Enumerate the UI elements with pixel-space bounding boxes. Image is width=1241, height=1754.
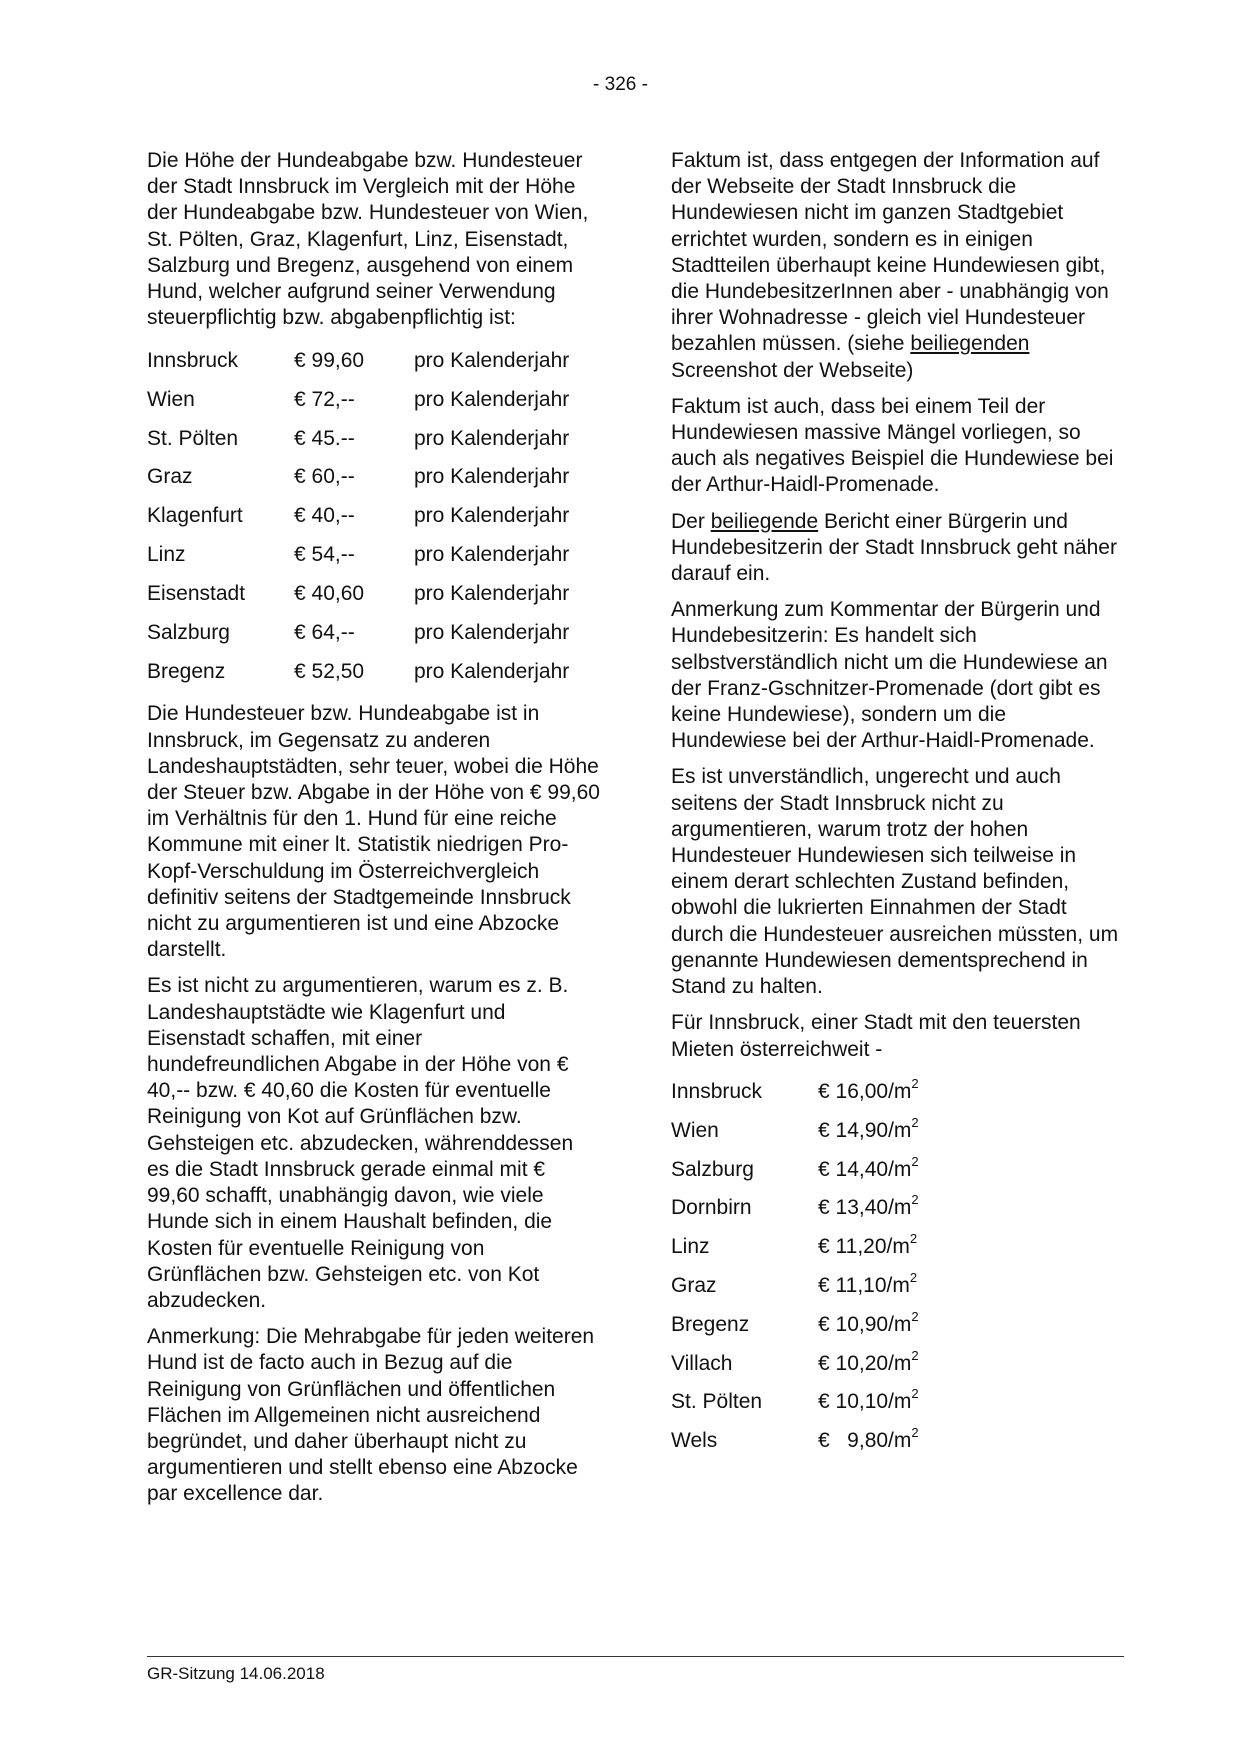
rent-value: € 14,90/m [818, 1118, 912, 1142]
unit-superscript: 2 [909, 1231, 918, 1247]
fee-city: Salzburg [147, 621, 230, 644]
table-row [671, 1383, 1121, 1422]
fee-city: Graz [147, 465, 193, 489]
fee-city: Bregenz [147, 659, 226, 683]
fee-amount: € 72,-- [294, 387, 355, 411]
rent-value: € 13,40/m [818, 1196, 912, 1220]
rent-table [671, 1073, 1121, 1461]
rent-value: € 10,10/m [818, 1390, 912, 1414]
dog-tax-table [147, 341, 600, 691]
rent-city: Linz [671, 1235, 710, 1259]
table-row [671, 1422, 1121, 1461]
attachment-link: beiliegende [710, 509, 819, 533]
attachment-link: beiliegenden [910, 332, 1030, 356]
fee-city: Klagenfurt [147, 504, 243, 528]
fee-amount: € 40,60 [294, 582, 365, 606]
fee-amount: € 40,-- [294, 504, 355, 528]
fee-amount: € 64,-- [294, 621, 355, 644]
rent-amount [818, 1308, 919, 1338]
table-row [147, 380, 600, 419]
rent-value: € 9,80/m [818, 1429, 912, 1453]
table-row [671, 1344, 1121, 1383]
fee-period: pro Kalenderjahr [414, 659, 570, 683]
table-row [147, 497, 600, 536]
unit-superscript: 2 [911, 1308, 919, 1324]
rent-city: Wien [671, 1118, 719, 1142]
table-row [147, 653, 600, 692]
fee-period: pro Kalenderjahr [414, 426, 570, 450]
rent-value: € 10,20/m [818, 1351, 912, 1375]
unit-superscript: 2 [911, 1425, 919, 1441]
unit-superscript: 2 [911, 1153, 919, 1169]
fee-amount: € 54,-- [294, 543, 355, 567]
unit-superscript: 2 [911, 1347, 919, 1363]
rent-value: € 14,40/m [818, 1157, 912, 1181]
rent-city: Innsbruck [671, 1080, 763, 1103]
rent-value: € 10,90/m [818, 1312, 912, 1336]
rent-amount [818, 1425, 919, 1454]
paragraph-report [671, 509, 1121, 588]
fee-period: pro Kalenderjahr [414, 543, 570, 567]
paragraph-fact-2: Faktum ist auch, dass bei einem Teil der Hundewiesen massive Mängel vorliegen, so auch als negatives Beispiel die Hundewiese bei der Arthur-Haidl-Promenade. [671, 394, 1114, 497]
text-segment: Der [671, 509, 711, 533]
fee-amount: € 45.-- [294, 426, 355, 450]
right-column [671, 148, 1121, 1461]
table-row [147, 419, 600, 458]
paragraph-rent-intro: Für Innsbruck, einer Stadt mit den teuersten Mieten österreichweit - [671, 1011, 1081, 1061]
fee-city: Eisenstadt [147, 582, 246, 606]
text-segment: Screenshot der Webseite) [671, 358, 914, 382]
unit-superscript: 2 [911, 1076, 919, 1091]
rent-amount [818, 1114, 919, 1144]
rent-amount [818, 1347, 919, 1377]
rent-value: € 16,00/m [818, 1080, 912, 1103]
fee-amount: € 60,-- [294, 465, 355, 489]
unit-superscript: 2 [911, 1386, 919, 1402]
rent-city: St. Pölten [671, 1390, 763, 1414]
intro-paragraph: Die Höhe der Hundeabgabe bzw. Hundesteuer der Stadt Innsbruck im Vergleich mit der Höhe der Hundeabgabe bzw. Hundesteuer von Wien, St. Pölten, Graz, Klagenfurt, Linz, Eisenstadt, Salzburg und Bregenz, ausgehend von einem Hund, welcher aufgrund seiner Verwendung steuerpflichtig bzw. abgabenpflichtig ist: [147, 149, 589, 330]
fee-period: pro Kalenderjahr [414, 465, 570, 489]
table-row [671, 1228, 1121, 1267]
rent-city: Wels [671, 1429, 718, 1453]
left-column [147, 148, 600, 1518]
fee-city: Linz [147, 543, 186, 567]
fee-period: pro Kalenderjahr [414, 582, 570, 606]
rent-amount [818, 1192, 919, 1221]
table-row [671, 1305, 1121, 1344]
text-segment: Faktum ist, dass entgegen der Information auf der Webseite der Stadt Innsbruck die Hundewiesen nicht im ganzen Stadtgebiet errichtet wurden, sondern es in einigen Stadtteilen überhaupt keine Hundewiesen gibt, die HundebesitzerInnen aber - unabhängig von ihrer Wohnadresse - gleich viel Hundesteuer bezahlen müssen. (siehe [671, 149, 1109, 356]
footer-session-date: GR-Sitzung 14.06.2018 [147, 1664, 325, 1683]
rent-amount [818, 1269, 918, 1299]
rent-amount [818, 1386, 919, 1415]
paragraph-fact-1 [671, 148, 1121, 384]
fee-amount: € 52,50 [294, 659, 365, 683]
table-row [671, 1267, 1121, 1306]
table-row [147, 614, 600, 653]
rent-amount [818, 1076, 919, 1105]
paragraph-tax-comparison: Die Hundesteuer bzw. Hundeabgabe ist in Innsbruck, im Gegensatz zu anderen Landeshauptstädten, sehr teuer, wobei die Höhe der Steuer bzw. Abgabe in der Höhe von € 99,60 im Verhältnis für den 1. Hund für eine reiche Kommune mit einer lt. Statistik niedrigen Pro-Kopf-Verschuldung im Österreichvergleich definitiv seitens der Stadtgemeinde Innsbruck nicht zu argumentieren ist und eine Abzocke darstellt. [147, 702, 600, 962]
paragraph-remark: Anmerkung: Die Mehrabgabe für jeden weiteren Hund ist de facto auch in Bezug auf die Reinigung von Grünflächen und öffentlichen Flächen im Allgemeinen nicht ausreichend begründet, und daher überhaupt nicht zu argumentieren und stellt ebenso eine Abzocke par excellence dar. [147, 1325, 595, 1506]
table-row [147, 575, 600, 614]
paragraph-argument: Es ist nicht zu argumentieren, warum es z. B. Landeshauptstädte wie Klagenfurt und Eisenstadt schaffen, mit einer hundefreundlichen Abgabe in der Höhe von € 40,-- bzw. € 40,60 die Kosten für eventuelle Reinigung von Kot auf Grünflächen bzw. Gehsteigen etc. abzudecken, währenddessen es die Stadt Innsbruck gerade einmal mit € 99,60 schafft, unabhängig davon, wie viele Hunde sich in einem Haushalt befinden, die Kosten für eventuelle Reinigung von Grünflächen bzw. Gehsteigen etc. von Kot abzudecken. [147, 974, 574, 1312]
rent-amount [818, 1153, 919, 1183]
table-row [671, 1189, 1121, 1228]
fee-period: pro Kalenderjahr [414, 387, 570, 411]
rent-amount [818, 1231, 918, 1260]
fee-period: pro Kalenderjahr [414, 504, 570, 528]
fee-city: Innsbruck [147, 348, 239, 372]
fee-city: Wien [147, 387, 195, 411]
table-row [671, 1112, 1121, 1151]
table-row [147, 536, 600, 575]
fee-city: St. Pölten [147, 426, 239, 450]
rent-city: Villach [671, 1351, 733, 1375]
table-row [671, 1150, 1121, 1189]
unit-superscript: 2 [911, 1192, 919, 1208]
rent-value: € 11,10/m [818, 1273, 910, 1297]
fee-period: pro Kalenderjahr [414, 621, 570, 644]
unit-superscript: 2 [911, 1114, 919, 1130]
unit-superscript: 2 [909, 1269, 918, 1285]
footer-divider [147, 1656, 1124, 1657]
paragraph-remark: Anmerkung zum Kommentar der Bürgerin und Hundebesitzerin: Es handelt sich selbstverständlich nicht um die Hundewiese an der Franz-Gschnitzer-Promenade (dort gibt es keine Hundewiese), sondern um die Hundewiese bei der Arthur-Haidl-Promenade. [671, 598, 1108, 753]
table-row [147, 458, 600, 497]
rent-city: Salzburg [671, 1157, 754, 1181]
rent-city: Bregenz [671, 1312, 750, 1336]
table-row [671, 1073, 1121, 1112]
rent-city: Graz [671, 1273, 717, 1297]
text-segment: Bericht einer Bürgerin und Hundebesitzerin der Stadt Innsbruck geht näher darauf ein. [671, 509, 1117, 586]
rent-value: € 11,20/m [818, 1235, 910, 1259]
fee-period: pro Kalenderjahr [414, 348, 570, 372]
page-number: - 326 - [593, 74, 648, 95]
fee-amount: € 99,60 [294, 348, 365, 372]
paragraph-unreasonable: Es ist unverständlich, ungerecht und auch seitens der Stadt Innsbruck nicht zu argumentieren, warum trotz der hohen Hundesteuer Hundewiesen sich teilweise in einem derart schlechten Zustand befinden, obwohl die lukrierten Einnahmen der Stadt durch die Hundesteuer ausreichen müssten, um genannte Hundewiesen dementsprechend in Stand zu halten. [671, 765, 1119, 999]
rent-city: Dornbirn [671, 1196, 752, 1220]
table-row [147, 341, 600, 380]
